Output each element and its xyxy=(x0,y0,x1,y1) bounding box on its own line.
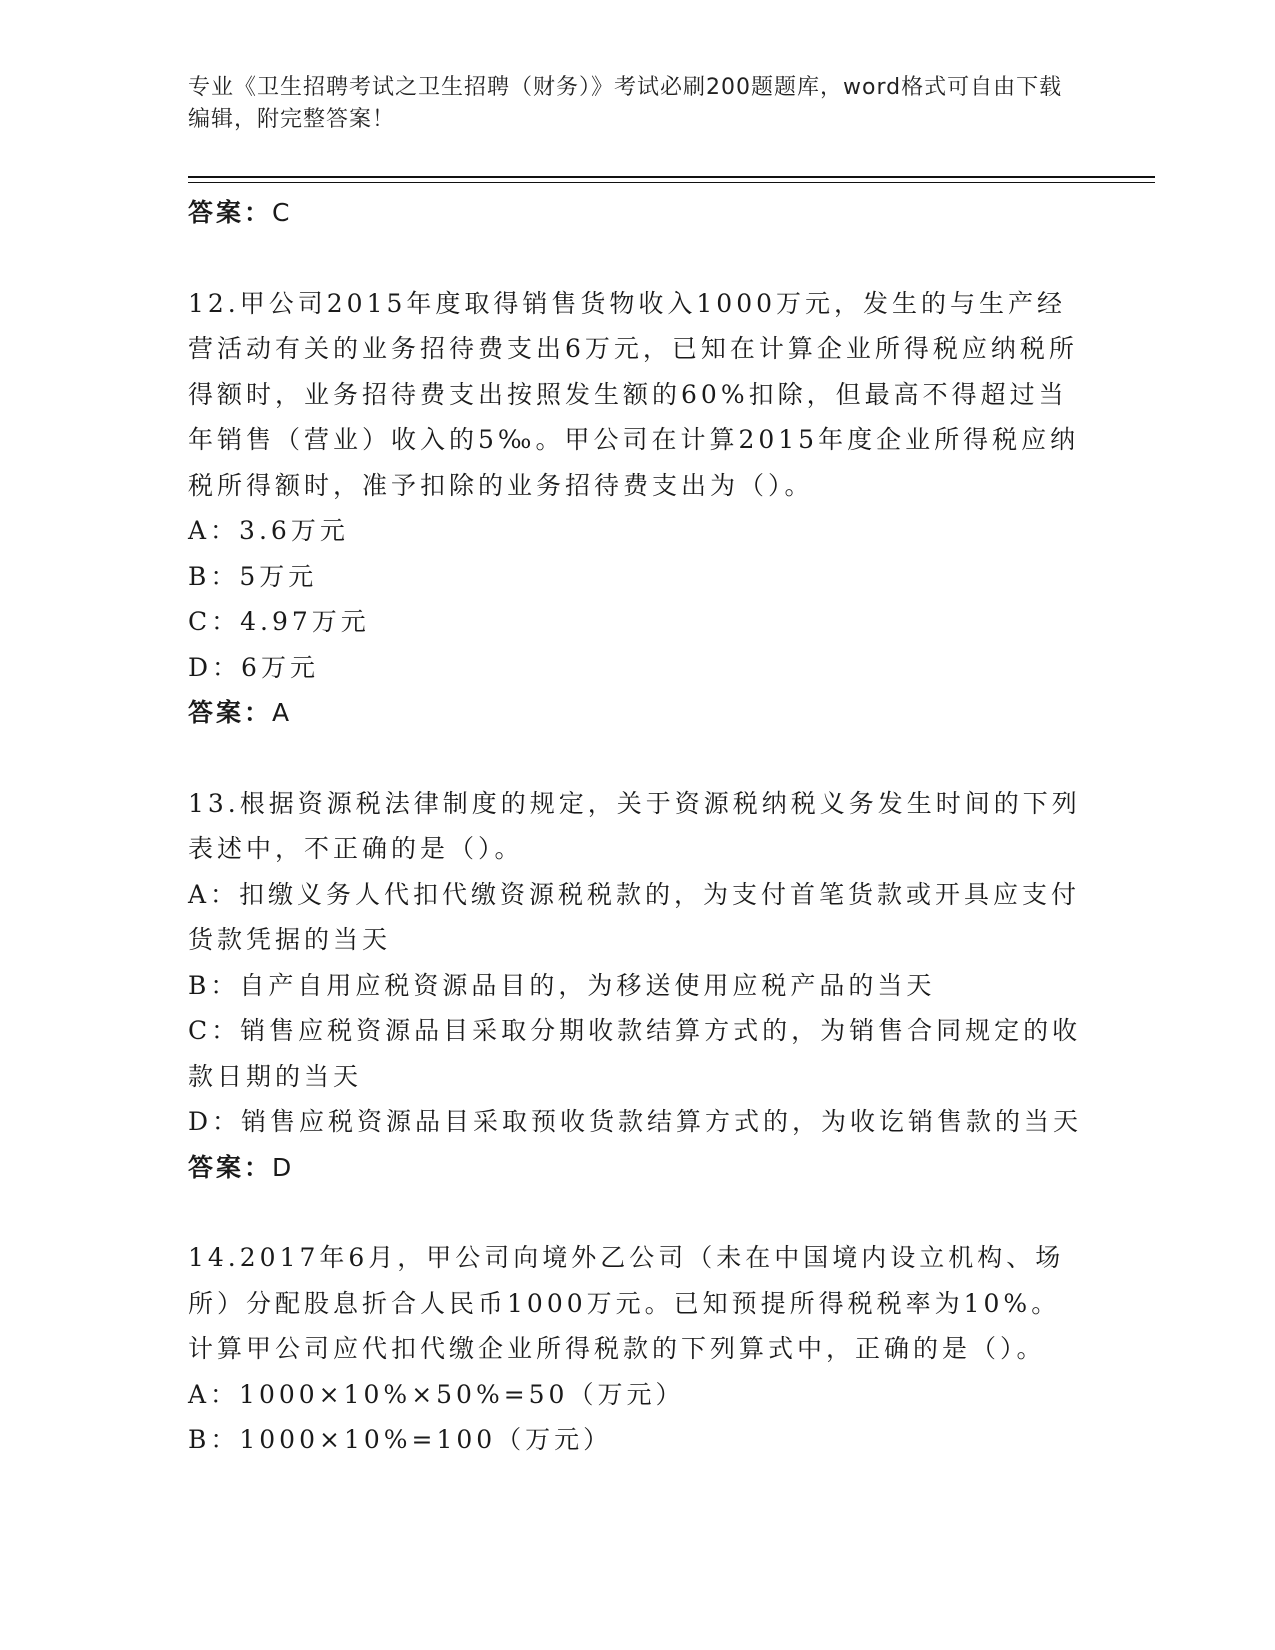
answer-value: C xyxy=(272,198,293,227)
block-gap xyxy=(188,1190,1088,1235)
question-text: 13.根据资源税法律制度的规定，关于资源税纳税义务发生时间的下列表述中，不正确的是（）。 xyxy=(188,788,1081,863)
header-rule-thin xyxy=(188,182,1155,183)
option-text: C：4.97万元 xyxy=(188,607,370,636)
question-text: 12.甲公司2015年度取得销售货物收入1000万元，发生的与生产经营活动有关的业务招待费支出6万元，已知在计算企业所得税应纳税所得额时，业务招待费支出按照发生额的60%扣除，但最高不得超过当年销售（营业）收入的5‰。甲公司在计算2015年度企业所得税应纳税所得额时，准予扣除的业务招待费支出为（）。 xyxy=(188,288,1080,500)
option-text: B：1000×10%=100（万元） xyxy=(188,1425,613,1454)
question-content xyxy=(188,190,1088,1463)
option-text: D：销售应税资源品目采取预收货款结算方式的，为收讫销售款的当天 xyxy=(188,1107,1083,1136)
answer-line xyxy=(188,690,1088,736)
option-text: B：5万元 xyxy=(188,561,318,591)
option-text: A：3.6万元 xyxy=(188,516,349,545)
answer-label: 答案： xyxy=(188,198,273,227)
answer-value: A xyxy=(272,698,293,727)
answer-value: D xyxy=(272,1152,295,1182)
option-text: A：扣缴义务人代扣代缴资源税税款的，为支付首笔货款或开具应支付货款凭据的当天 xyxy=(188,879,1081,954)
answer-label: 答案： xyxy=(188,1152,273,1182)
option-text: D：6万元 xyxy=(188,652,319,682)
answer-line xyxy=(188,190,1088,236)
block-gap xyxy=(188,236,1088,281)
option-text: A：1000×10%×50%=50（万元） xyxy=(188,1379,685,1409)
option-text: C：销售应税资源品目采取分期收款结算方式的，为销售合同规定的收款日期的当天 xyxy=(188,1016,1082,1091)
option-text: B：自产自用应税资源品目的，为移送使用应税产品的当天 xyxy=(188,970,936,1000)
answer-line xyxy=(188,1145,1088,1191)
header-rule-thick xyxy=(188,176,1155,178)
page-header: 专业《卫生招聘考试之卫生招聘（财务）》考试必刷200题题库，word格式可自由下载编辑，附完整答案！ xyxy=(188,75,1063,132)
question-text: 14.2017年6月，甲公司向境外乙公司（未在中国境内设立机构、场所）分配股息折合人民币1000万元。已知预提所得税税率为10%。计算甲公司应代扣代缴企业所得税款的下列算式中，正确的是（）。 xyxy=(188,1243,1065,1363)
block-gap xyxy=(188,736,1088,781)
answer-label: 答案： xyxy=(188,698,273,727)
